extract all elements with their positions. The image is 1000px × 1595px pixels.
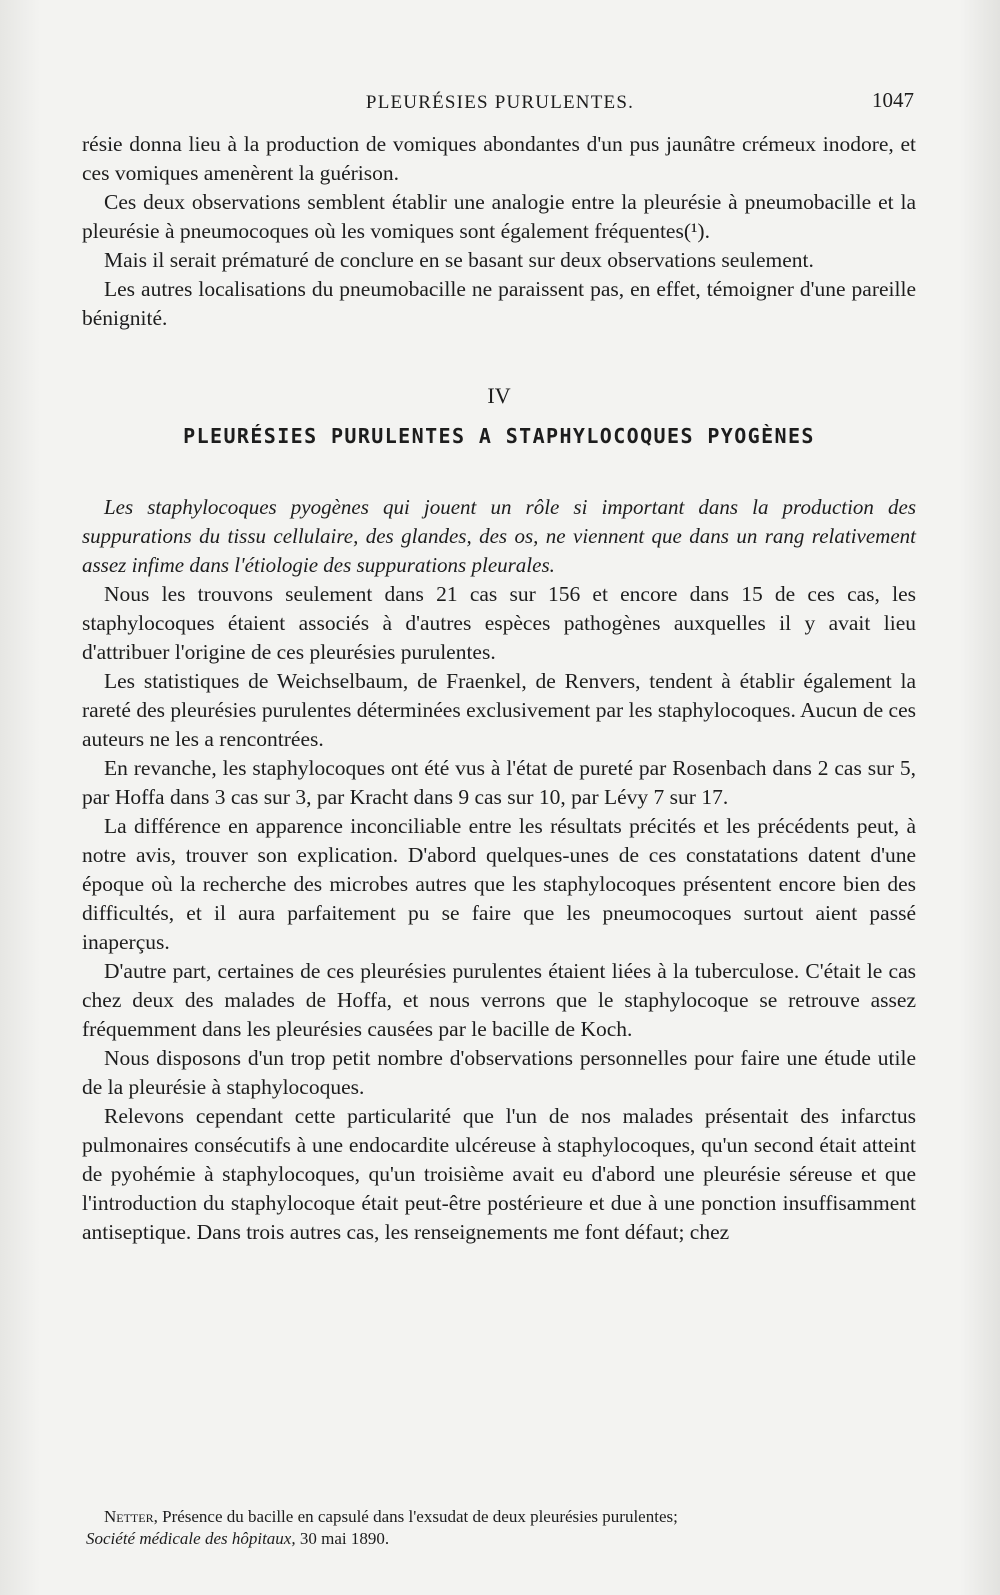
paragraph: Relevons cependant cette particularité que l'un de nos malades présentait des infarctus pulmonaires consécutifs à une endocardite ulcéreuse à staphylocoques, qu'un second était atteint de pyohémie à staphylocoques, qu'un troisième avait eu d'abord une pleurésie séreuse et que l'introduction du staphylocoque était peut-être postérieure et due à une ponction insuffisamment antiseptique. Dans trois autres cas, les renseignements me font défaut; chez: [82, 1104, 916, 1244]
paragraph: Mais il serait prématuré de conclure en se basant sur deux observations seulement.: [104, 248, 814, 272]
paragraph: La différence en apparence inconciliable entre les résultats précités et les précédents peut, à notre avis, trouver son explication. D'abord quelques-unes de ces constatations datent d'une époque où la recherche des microbes autres que les staphylocoques présentent encore bien des difficultés, et il aura parfaitement pu se faire que les pneumocoques surtout aient passé inaperçus.: [82, 814, 916, 954]
footnote-journal: Société médicale des hôpitaux,: [86, 1529, 296, 1548]
paragraph: En revanche, les staphylocoques ont été vus à l'état de pureté par Rosenbach dans 2 cas sur 5, par Hoffa dans 3 cas sur 3, par Kracht dans 9 cas sur 10, par Lévy 7 sur 17.: [82, 756, 916, 809]
running-title: PLEURÉSIES PURULENTES.: [365, 92, 635, 113]
paragraph: D'autre part, certaines de ces pleurésies purulentes étaient liées à la tuberculose. C'était le cas chez deux des malades de Hoffa, et nous verrons que le staphylocoque se retrouve assez fréquemment dans les pleurésies causées par le bacille de Koch.: [82, 959, 916, 1041]
paragraph: Ces deux observations semblent établir une analogie entre la pleurésie à pneumobacille et la pleurésie à pneumocoques où les vomiques sont également fréquentes(¹).: [82, 190, 916, 243]
paragraph: Nous les trouvons seulement dans 21 cas sur 156 et encore dans 15 de ces cas, les staphylocoques étaient associés à d'autres espèces pathogènes auxquelles il y avait lieu d'attribuer l'origine de ces pleurésies purulentes.: [82, 582, 916, 664]
footnote-date: 30 mai 1890.: [295, 1529, 390, 1548]
footnote-author: Netter,: [104, 1507, 158, 1526]
section-intro: Les staphylocoques pyogènes qui jouent un rôle si important dans la production des suppurations du tissu cellulaire, des glandes, des os, ne viennent que dans un rang relativement assez infime dans l'étiologie des suppurations pleurales.: [82, 495, 916, 577]
section-number: IV: [487, 383, 511, 408]
page-number: 1047: [872, 88, 914, 112]
paragraph: Les statistiques de Weichselbaum, de Fraenkel, de Renvers, tendent à établir également la rareté des pleurésies purulentes déterminées exclusivement par les staphylocoques. Aucun de ces auteurs ne les a rencontrées.: [82, 669, 916, 751]
footnote-line: [86, 1506, 912, 1528]
section-title: PLEURÉSIES PURULENTES A STAPHYLOCOQUES PYOGÈNES: [183, 424, 815, 448]
footnote: [86, 1506, 912, 1550]
paragraph: Les autres localisations du pneumobacille ne paraissent pas, en effet, témoigner d'une pareille bénignité.: [82, 277, 916, 330]
paragraph: résie donna lieu à la production de vomiques abondantes d'un pus jaunâtre crémeux inodore, et ces vomiques amenèrent la guérison.: [82, 132, 916, 185]
body-text: [82, 130, 916, 1247]
page-header: [86, 88, 914, 124]
footnote-line: [86, 1528, 912, 1550]
paragraph: Nous disposons d'un trop petit nombre d'observations personnelles pour faire une étude utile de la pleurésie à staphylocoques.: [82, 1046, 916, 1099]
footnote-text: Présence du bacille en capsulé dans l'exsudat de deux pleurésies purulentes;: [157, 1507, 678, 1526]
